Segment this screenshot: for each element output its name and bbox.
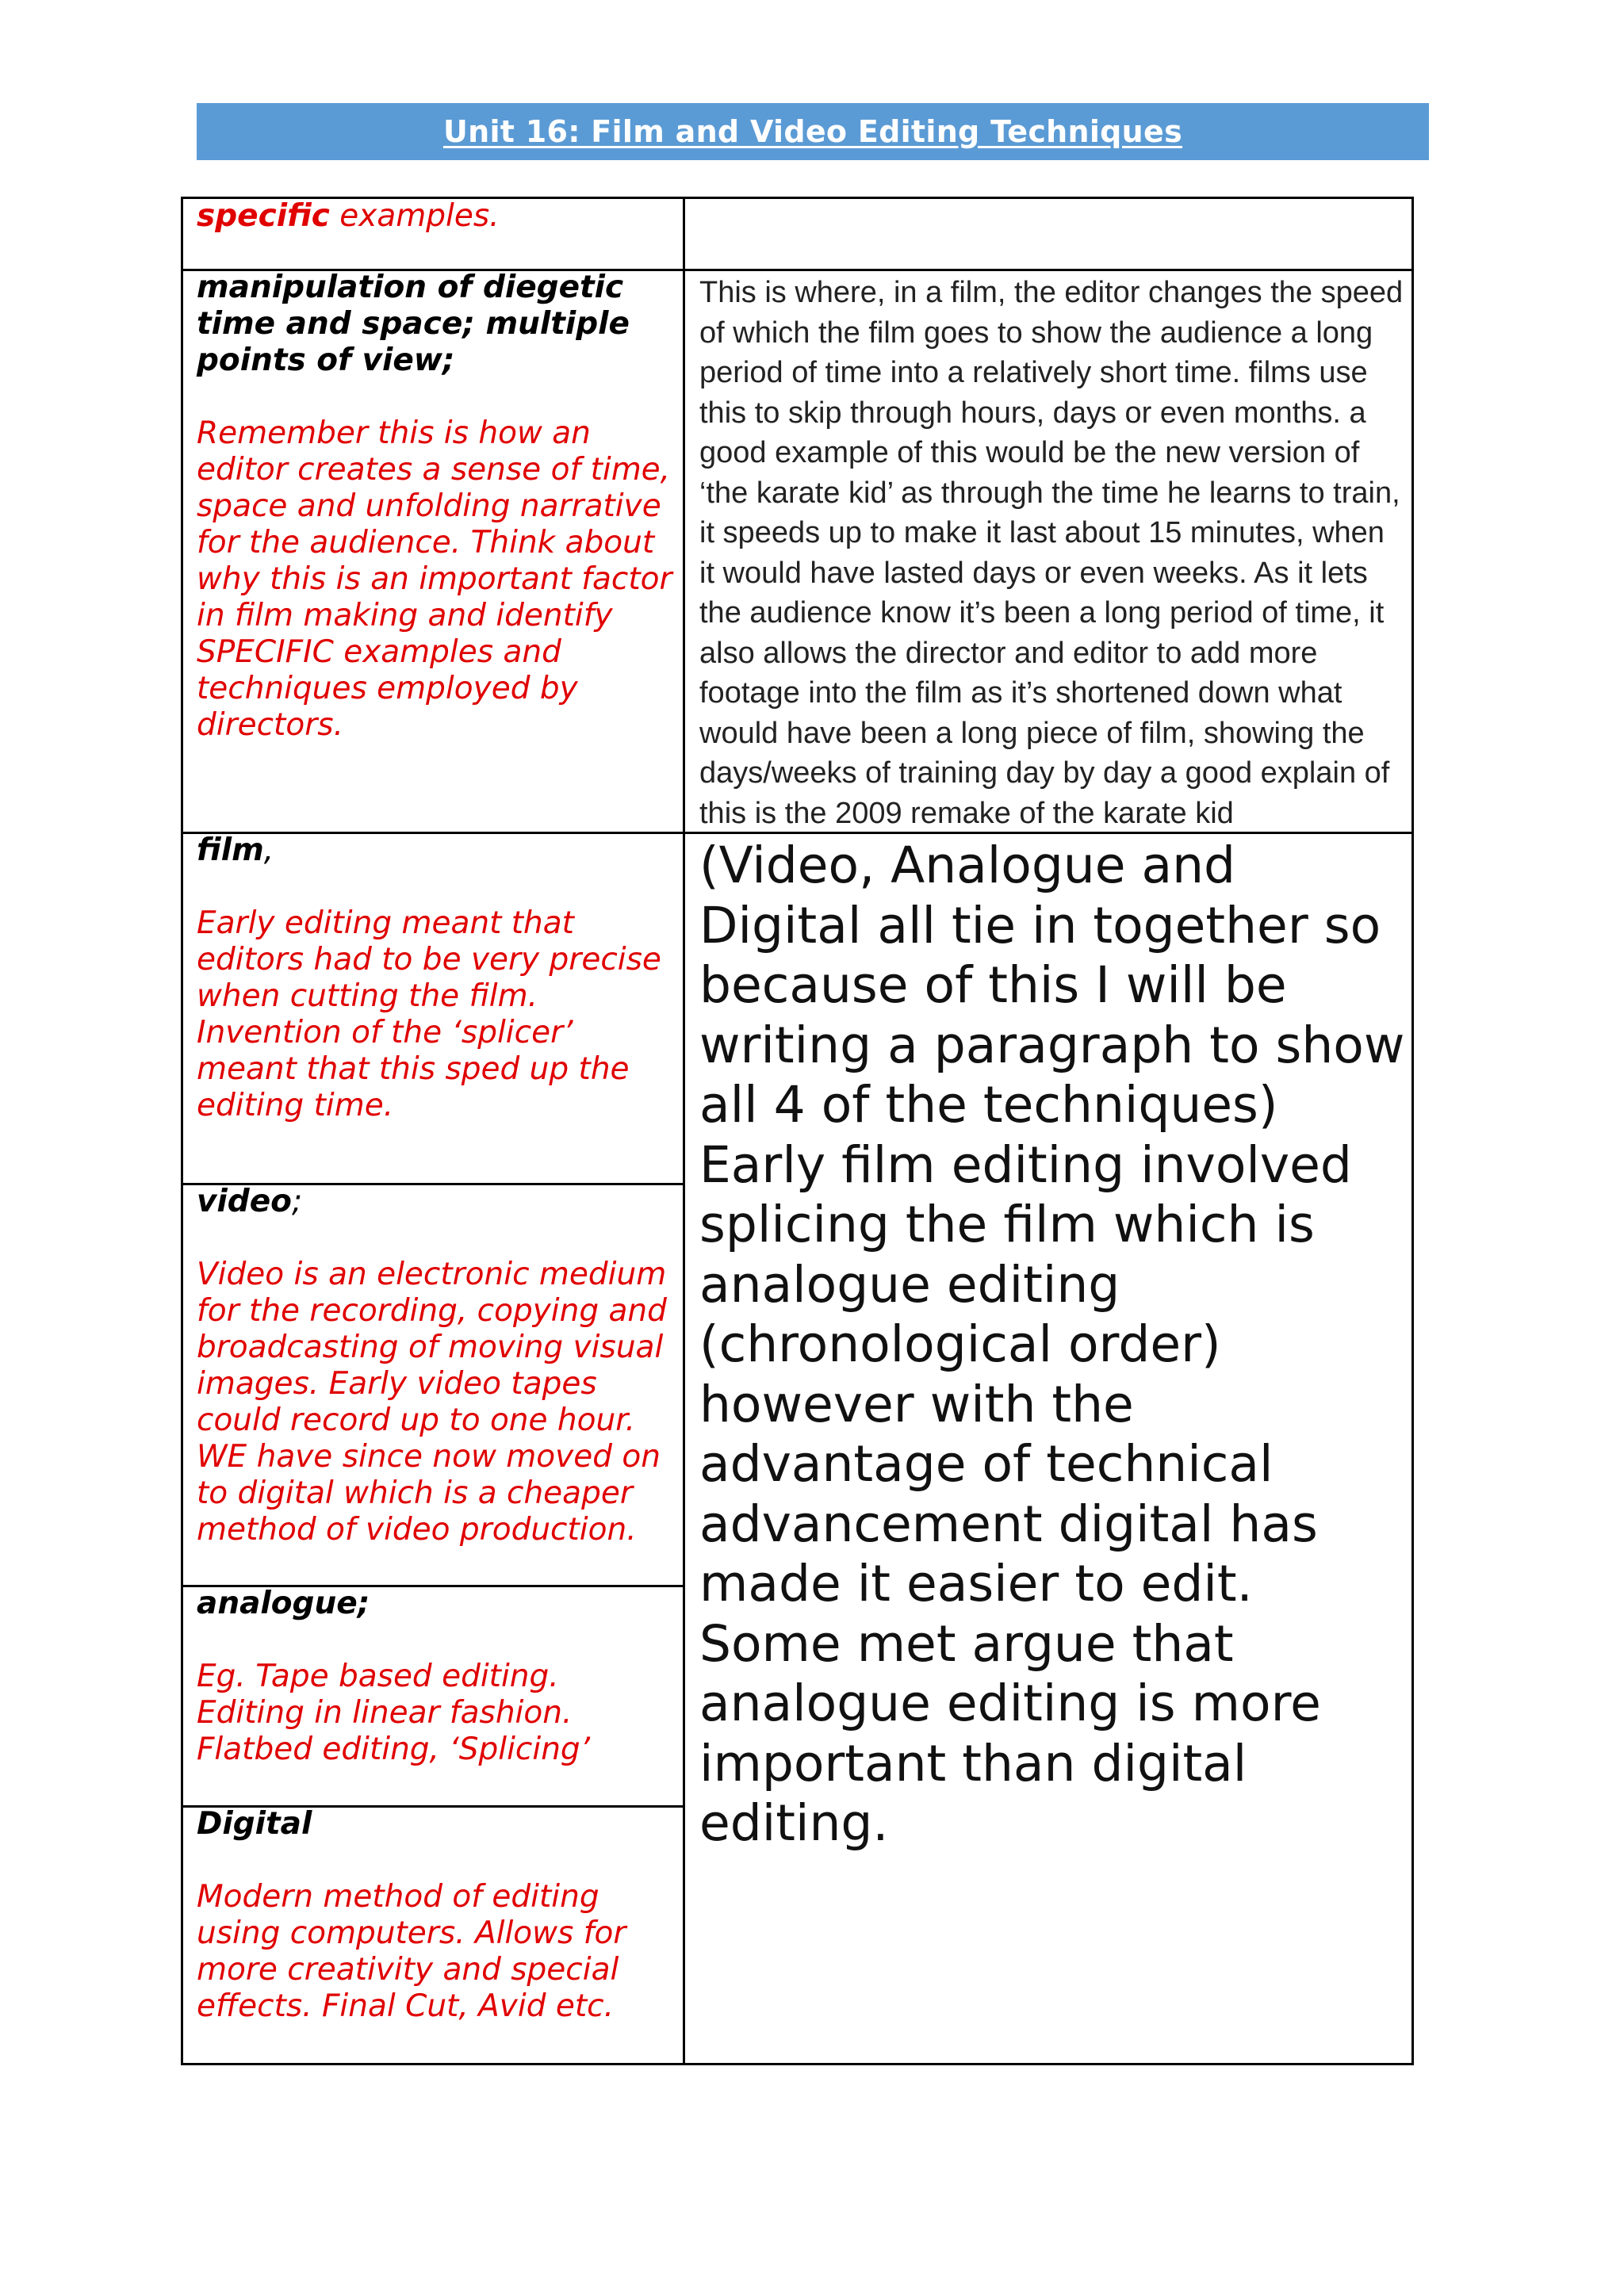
cell-manipulation-term (197, 270, 672, 744)
term-video-punct: ; (291, 1184, 303, 1219)
answer-combined: (Video, Analogue and Digital all tie in together so because of this I will be writing a paragraph to show all 4 of the techniques) Early film editing involved splicing the film which is analogue editing (chronological order) however with the advantage of technical advancement digital has made it easier to edit. Some met argue that analogue editing is more important than digital editing. (699, 836, 1405, 1852)
term-specific: specific (197, 198, 330, 234)
header-bar (197, 103, 1429, 160)
cell-specific-term (197, 198, 672, 235)
page-title: Unit 16: Film and Video Editing Techniques (442, 114, 1183, 149)
cell-manipulation-answer (699, 273, 1405, 833)
term-video: video (197, 1184, 292, 1219)
note-film: Early editing meant that editors had to be very precise when cutting the film. Invention of the ‘splicer’ meant that this sped up the editing time. (197, 905, 661, 1123)
cell-video-term (197, 1184, 672, 1548)
term-film: film (197, 832, 264, 868)
note-video: Video is an electronic medium for the recording, copying and broadcasting of moving visual images. Early video tapes could record up to one hour. WE have since now moved on to digital which is a cheaper method of video production. (197, 1257, 667, 1548)
term-digital: Digital (197, 1806, 312, 1842)
cell-film-term (197, 832, 672, 1124)
cell-digital-term (197, 1806, 672, 2025)
term-analogue: analogue; (197, 1586, 370, 1621)
note-manipulation: Remember this is how an editor creates a sense of time, space and unfolding narrative for the audience. Think about why this is an important factor in film making and identify SPECIFIC examples and techniques employed by directors. (197, 415, 672, 743)
column-divider (683, 197, 685, 2065)
cell-combined-answer (699, 836, 1407, 1854)
term-manipulation: manipulation of diegetic time and space; multiple points of view; (197, 270, 630, 378)
term-specific-rest: examples. (329, 198, 500, 234)
cell-analogue-term (197, 1586, 672, 1768)
note-digital: Modern method of editing using computers. Allows for more creativity and special effects. Final Cut, Avid etc. (197, 1879, 626, 2024)
answer-manipulation: This is where, in a film, the editor changes the speed of which the film goes to show the audience a long period of time into a relatively short time. films use this to skip through hours, days or even months. a good example of this would be the new version of ‘the karate kid’ as through the time he learns to train, it speeds up to make it last about 15 minutes, when it would have lasted days or even weeks. As it lets the audience know it’s been a long period of time, it also allows the director and editor to add more footage into the film as it’s shortened down what would have been a long piece of film, showing the days/weeks of training day by day a good explain of this is the 2009 remake of the karate kid (699, 276, 1404, 830)
note-analogue: Eg. Tape based editing. Editing in linear fashion. Flatbed editing, ‘Splicing’ (197, 1659, 591, 1767)
term-film-punct: , (263, 832, 274, 868)
